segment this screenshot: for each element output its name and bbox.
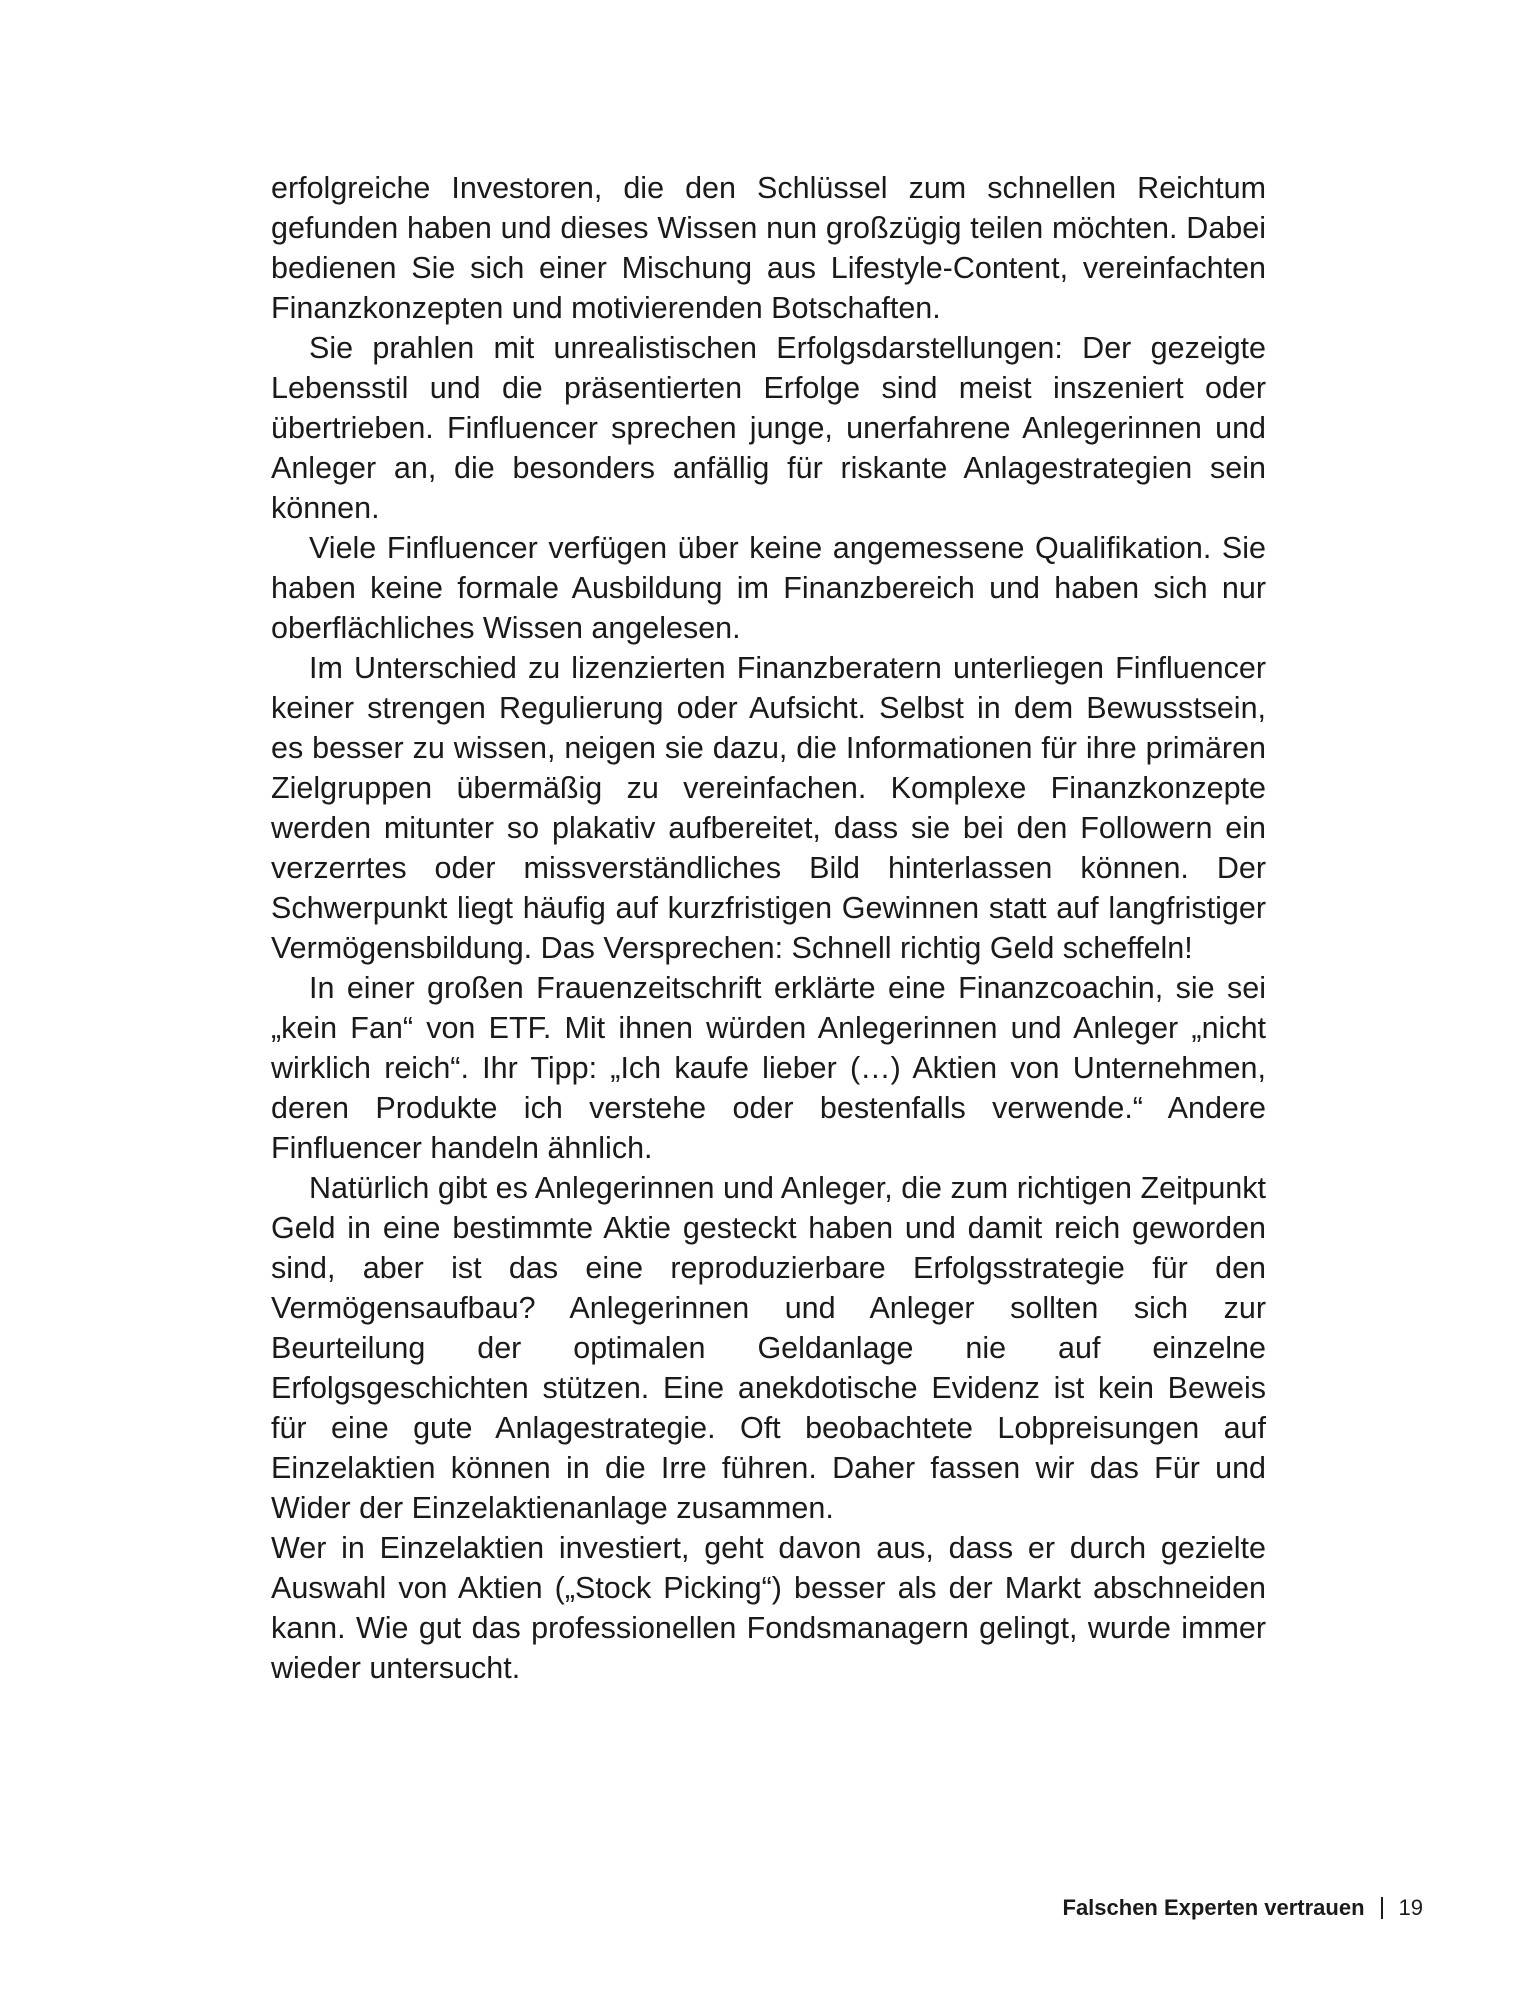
paragraph: In einer großen Frauenzeitschrift erklärte eine Finanzcoachin, sie sei „kein Fan“ von ETF. Mit ihnen würden Anlegerinnen und Anleger „nicht wirklich reich“. Ihr Tipp: „Ich kaufe lieber (…) Aktien von Unternehmen, deren Produkte ich verstehe oder bestenfalls verwende.“ Andere Finfluencer handeln ähnlich. <box>271 971 1266 1165</box>
paragraph: Wer in Einzelaktien investiert, geht davon aus, dass er durch gezielte Auswahl von Aktien („Stock Picking“) besser als der Markt abschneiden kann. Wie gut das professionellen Fondsmanagern gelingt, wurde immer wieder untersucht. <box>271 1531 1266 1685</box>
paragraph: Sie prahlen mit unrealistischen Erfolgsdarstellungen: Der gezeigte Lebensstil und die präsentierten Erfolge sind meist inszeniert oder übertrieben. Finfluencer sprechen junge, unerfahrene Anlegerinnen und Anleger an, die besonders anfällig für riskante Anlagestrategien sein können. <box>271 331 1266 525</box>
paragraph: Natürlich gibt es Anlegerinnen und Anleger, die zum richtigen Zeitpunkt Geld in eine bestimmte Aktie gesteckt haben und damit reich geworden sind, aber ist das eine reproduzierbare Erfolgsstrategie für den Vermögensaufbau? Anlegerinnen und Anleger sollten sich zur Beurteilung der optimalen Geldanlage nie auf einzelne Erfolgsgeschichten stützen. Eine anekdotische Evidenz ist kein Beweis für eine gute Anlagestrategie. Oft beobachtete Lobpreisungen auf Einzelaktien können in die Irre führen. Daher fassen wir das Für und Wider der Einzelaktienanlage zusammen. <box>271 1171 1266 1525</box>
paragraph: Im Unterschied zu lizenzierten Finanzberatern unterliegen Finfluencer keiner strengen Regulierung oder Aufsicht. Selbst in dem Bewusstsein, es besser zu wissen, neigen sie dazu, die Informationen für ihre primären Zielgruppen übermäßig zu vereinfachen. Komplexe Finanzkonzepte werden mitunter so plakativ aufbereitet, dass sie bei den Followern ein verzerrtes oder missverständliches Bild hinterlassen können. Der Schwerpunkt liegt häufig auf kurzfristigen Gewinnen statt auf langfristiger Vermögensbildung. Das Versprechen: Schnell richtig Geld scheffeln! <box>271 651 1266 965</box>
footer-separator <box>1381 1897 1383 1919</box>
paragraph: Viele Finfluencer verfügen über keine angemessene Qualifikation. Sie haben keine formale Ausbildung im Finanzbereich und haben sich nur oberflächliches Wissen angelesen. <box>271 531 1266 645</box>
page-footer <box>1063 1893 1424 1923</box>
running-title: Falschen Experten vertrauen <box>1062 1895 1365 1920</box>
body-text <box>271 168 1266 1688</box>
paragraph-continued: erfolgreiche Investoren, die den Schlüssel zum schnellen Reichtum gefunden haben und dieses Wissen nun großzügig teilen möchten. Dabei bedienen Sie sich einer Mischung aus Lifestyle-Content, vereinfachten Finanzkonzepten und motivierenden Botschaften. <box>271 171 1266 325</box>
page-number: 19 <box>1398 1895 1423 1920</box>
